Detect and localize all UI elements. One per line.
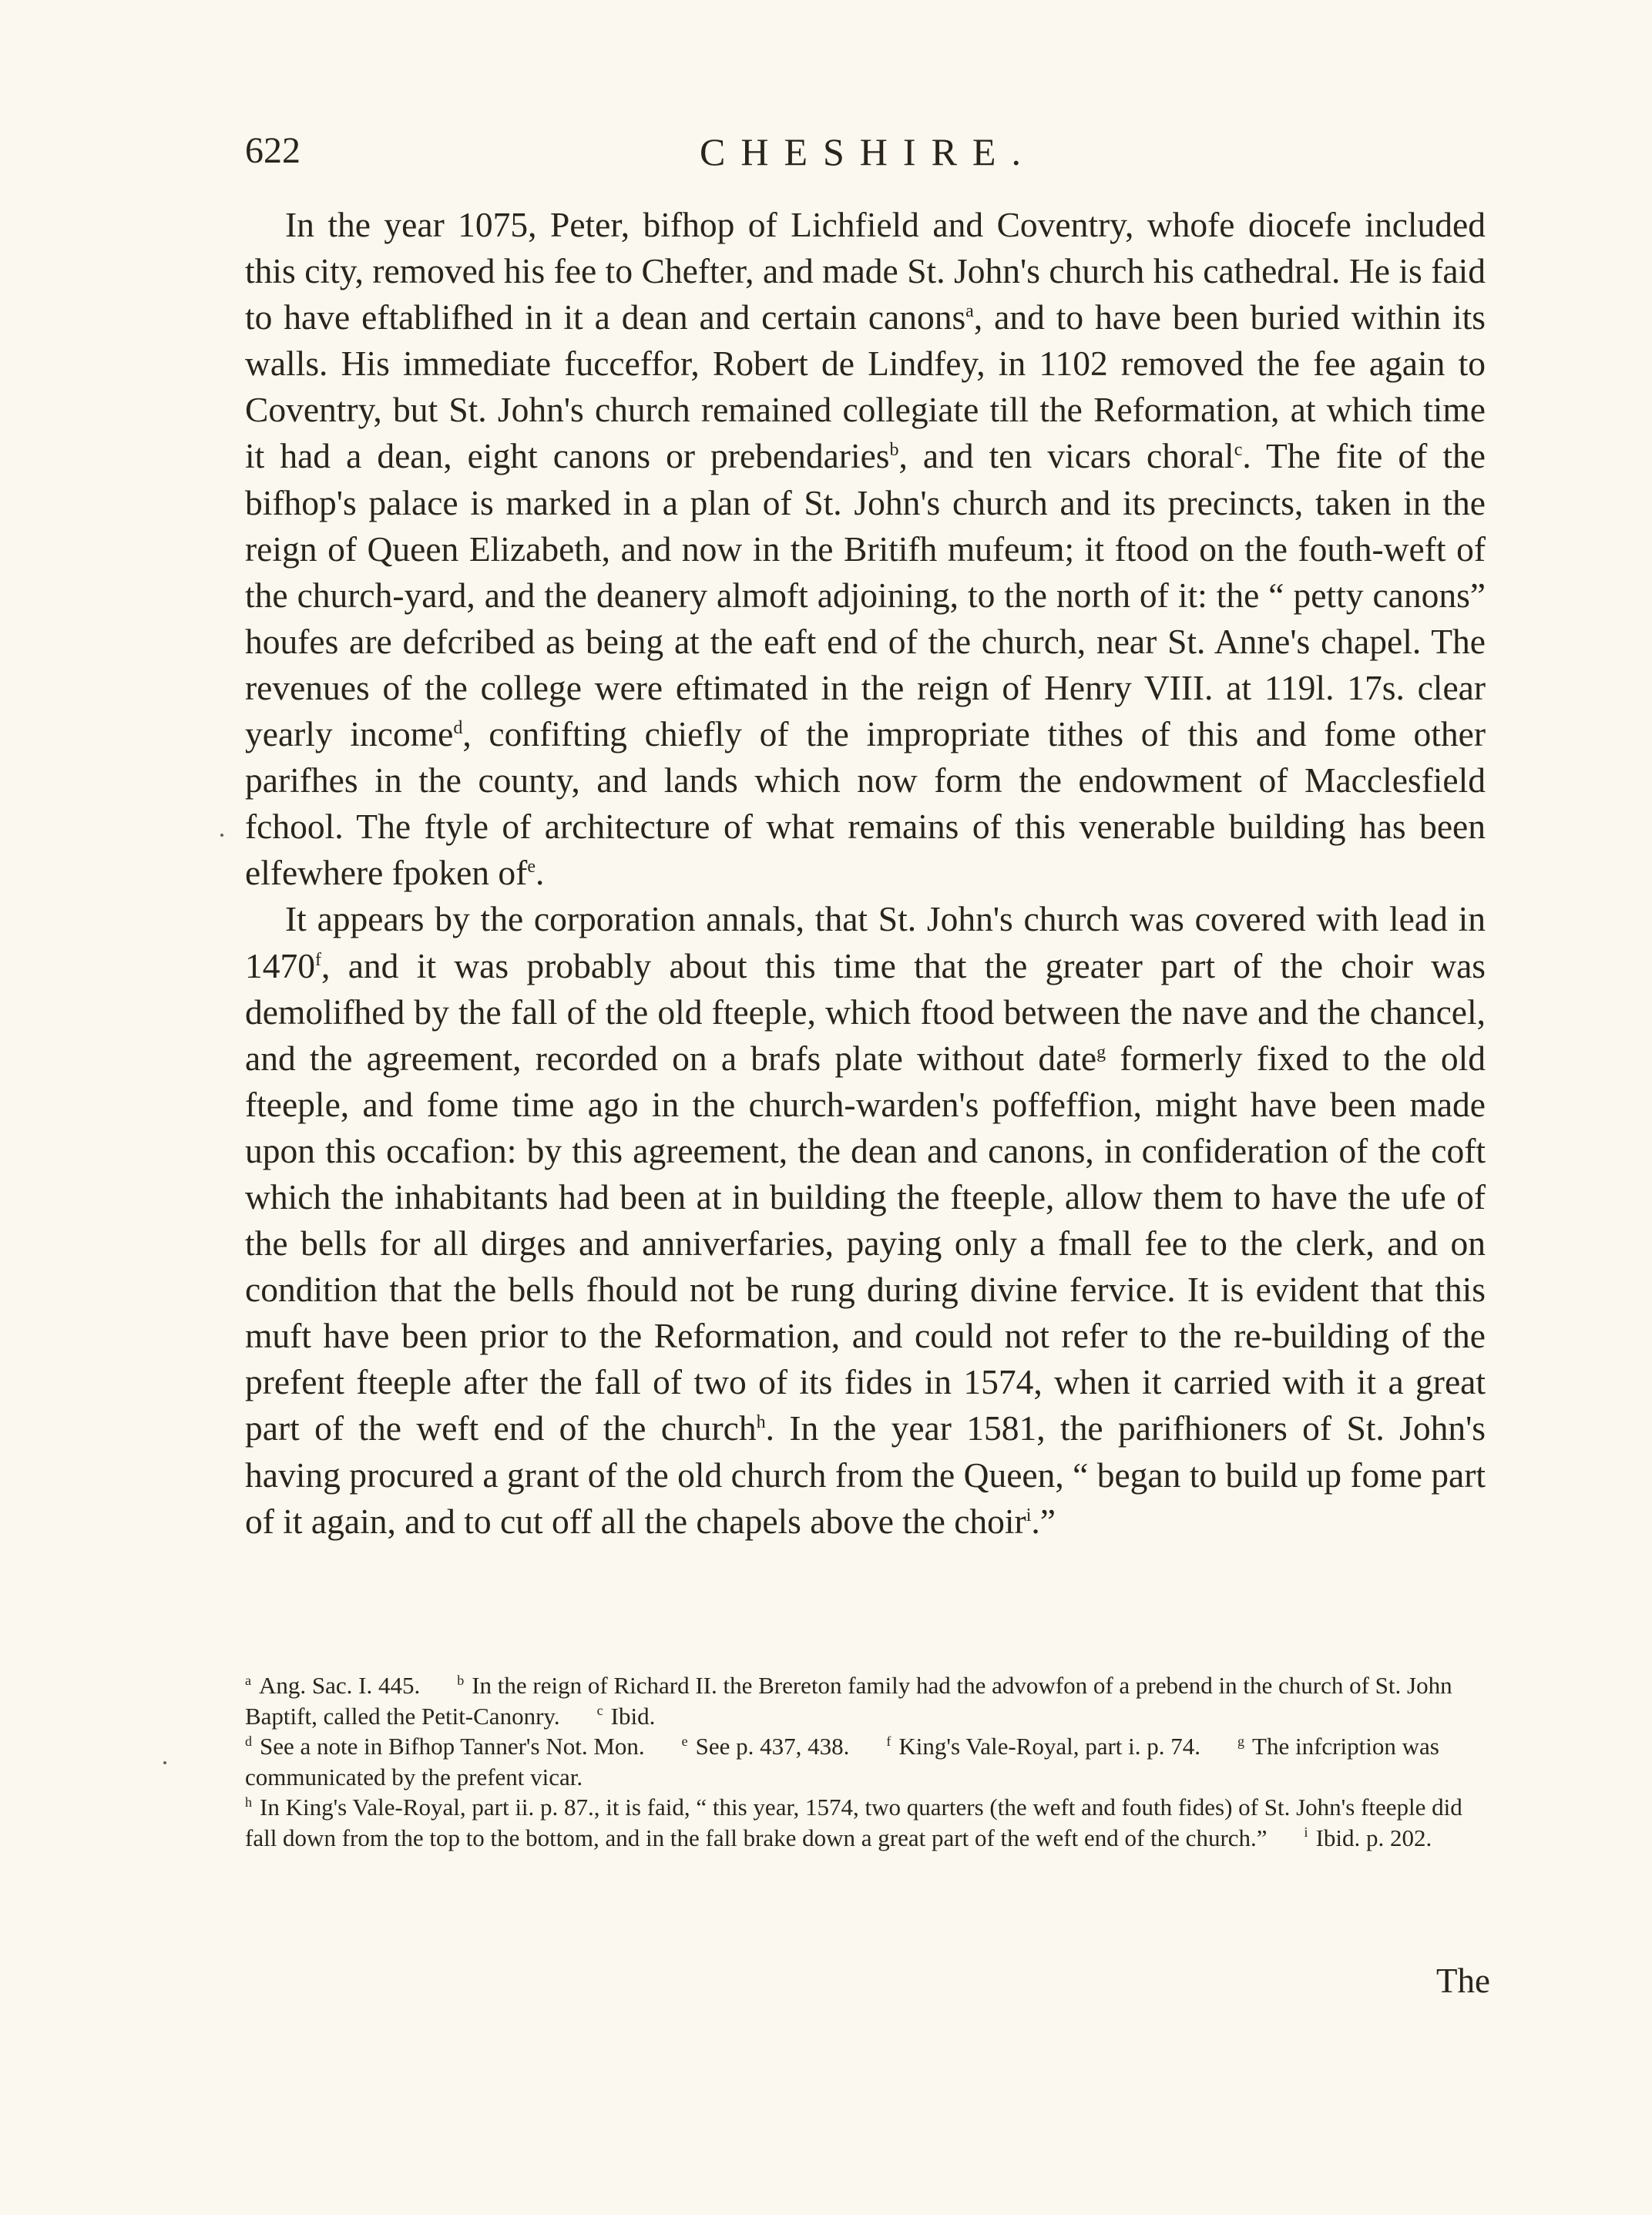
footnote-mark: h: [245, 1794, 252, 1810]
footnote-text: In King's Vale-Royal, part ii. p. 87., it is faid, “ this year, 1574, two quarters (the weft and fouth fides) of St. John's fteeple did fall down from the top to the bottom, and in the fall brake down a great part of the weft end of the church.”: [245, 1794, 1462, 1851]
footnote: [245, 1672, 420, 1699]
ink-speck: [220, 834, 223, 837]
footnote-reference: a: [965, 301, 974, 322]
footnote-reference: b: [889, 440, 899, 461]
footnote-text: The infcription was communicated by the prefent vicar.: [245, 1733, 1439, 1790]
footnote-text: Ang. Sac. I. 445.: [259, 1672, 421, 1699]
text-run: , and ten vicars choral: [898, 436, 1234, 476]
text-run: In the year 1075, Peter, bifhop of Lichfield and Coventry, whofe diocefe included this city, removed his fee to Chefter, and made St. John's church his cathedral. He is faid to have eftablifhed in it a dean and certain canons: [245, 205, 1486, 337]
page-header: [245, 129, 1486, 183]
footnote-line: [245, 1792, 1486, 1853]
text-run: .”: [1031, 1501, 1056, 1541]
footnote: [245, 1794, 1462, 1851]
ink-speck: [163, 1761, 166, 1764]
text-run: . In the year 1581, the parifhioners of St. John's having procured a grant of the old church from the Queen, “ began to build up fome part of it again, and to cut off all the chapels above the choir: [245, 1408, 1486, 1541]
footnote: [245, 1733, 645, 1760]
footnote-reference: f: [315, 949, 321, 970]
text-run: , confifting chiefly of the impropriate tithes of this and fome other parifhes in the county, and lands which now form the endowment of Macclesfield fchool. The ftyle of architecture of what remains of this venerable building has been elfewhere fpoken of: [245, 714, 1486, 893]
footnote-line: [245, 1670, 1486, 1731]
footnote-text: In the reign of Richard II. the Brereton family had the advowfon of a prebend in the church of St. John Baptift, called the Petit-Canonry.: [245, 1672, 1452, 1730]
footnote-text: King's Vale-Royal, part i. p. 74.: [898, 1733, 1201, 1760]
text-run: . The fite of the bifhop's palace is marked in a plan of St. John's church and its precincts, taken in the reign of Queen Elizabeth, and now in the Britifh mufeum; it ftood on the fouth-weft of the church-yard, and the deanery almoft adjoining, to the north of it: the “ petty canons” houfes are defcribed as being at the eaft end of the church, near St. Anne's chapel. The revenues of the college were eftimated in the reign of Henry VIII. at 119l. 17s. clear yearly income: [245, 436, 1486, 754]
footnote-text: Ibid. p. 202.: [1315, 1824, 1432, 1851]
footnote-mark: a: [245, 1672, 251, 1688]
footnote-reference: d: [453, 717, 463, 738]
text-run: , and to have been buried within its walls. His immediate fucceffor, Robert de Lindfey, in 1102 removed the fee again to Coventry, but St. John's church remained collegiate till the Reformation, at which time it had a dean, eight canons or prebendaries: [245, 297, 1486, 476]
footnote-text: See p. 437, 438.: [695, 1733, 850, 1760]
footnote-reference: g: [1096, 1042, 1106, 1062]
footnote-text: See a note in Bifhop Tanner's Not. Mon.: [260, 1733, 645, 1760]
footnote: [1304, 1824, 1432, 1851]
footnote-mark: d: [245, 1733, 252, 1749]
main-text: [245, 202, 1486, 1545]
footnote-mark: e: [681, 1733, 688, 1749]
text-run: .: [536, 853, 545, 893]
footnote: [245, 1672, 1452, 1730]
text-run: formerly fixed to the old fteeple, and fome time ago in the church-warden's poffeffion, might have been made upon this occafion: by this agreement, the dean and canons, in confideration of the coft which the inhabitants had been at in building the fteeple, allow them to have the ufe of the bells for all dirges and anniverfaries, paying only a fmall fee to the clerk, and on condition that the bells fhould not be rung during divine fervice. It is evident that this muft have been prior to the Reformation, and could not refer to the re-building of the prefent fteeple after the fall of two of its fides in 1574, when it carried with it a great part of the weft end of the church: [245, 1038, 1486, 1448]
footnote-mark: f: [886, 1733, 891, 1749]
footnote-mark: g: [1237, 1733, 1245, 1749]
footnote-reference: h: [756, 1412, 766, 1433]
footnote-mark: c: [596, 1703, 603, 1719]
paragraph: [245, 202, 1486, 896]
paragraph: [245, 896, 1486, 1544]
footnote: [597, 1703, 656, 1730]
footnotes: [245, 1670, 1486, 1853]
footnote-reference: i: [1026, 1505, 1032, 1525]
footnote-mark: b: [457, 1672, 465, 1688]
footnote: [682, 1733, 850, 1760]
footnote-reference: c: [1234, 440, 1243, 461]
footnote-reference: e: [527, 857, 536, 878]
footnote-line: [245, 1731, 1486, 1792]
text-run: It appears by the corporation annals, that St. John's church was covered with lead in 1470: [245, 899, 1486, 985]
footnote: [886, 1733, 1200, 1760]
text-run: , and it was probably about this time that the greater part of the choir was demolifhed by the fall of the old fteeple, which ftood between the nave and the chancel, and the agreement, recorded on a brafs plate without date: [245, 945, 1486, 1078]
page-number: 622: [245, 130, 301, 171]
footnote-text: Ibid.: [610, 1702, 656, 1730]
running-head: CHESHIRE.: [700, 130, 1036, 173]
catchword: The: [1436, 1962, 1490, 2000]
footnote-mark: i: [1304, 1824, 1308, 1841]
